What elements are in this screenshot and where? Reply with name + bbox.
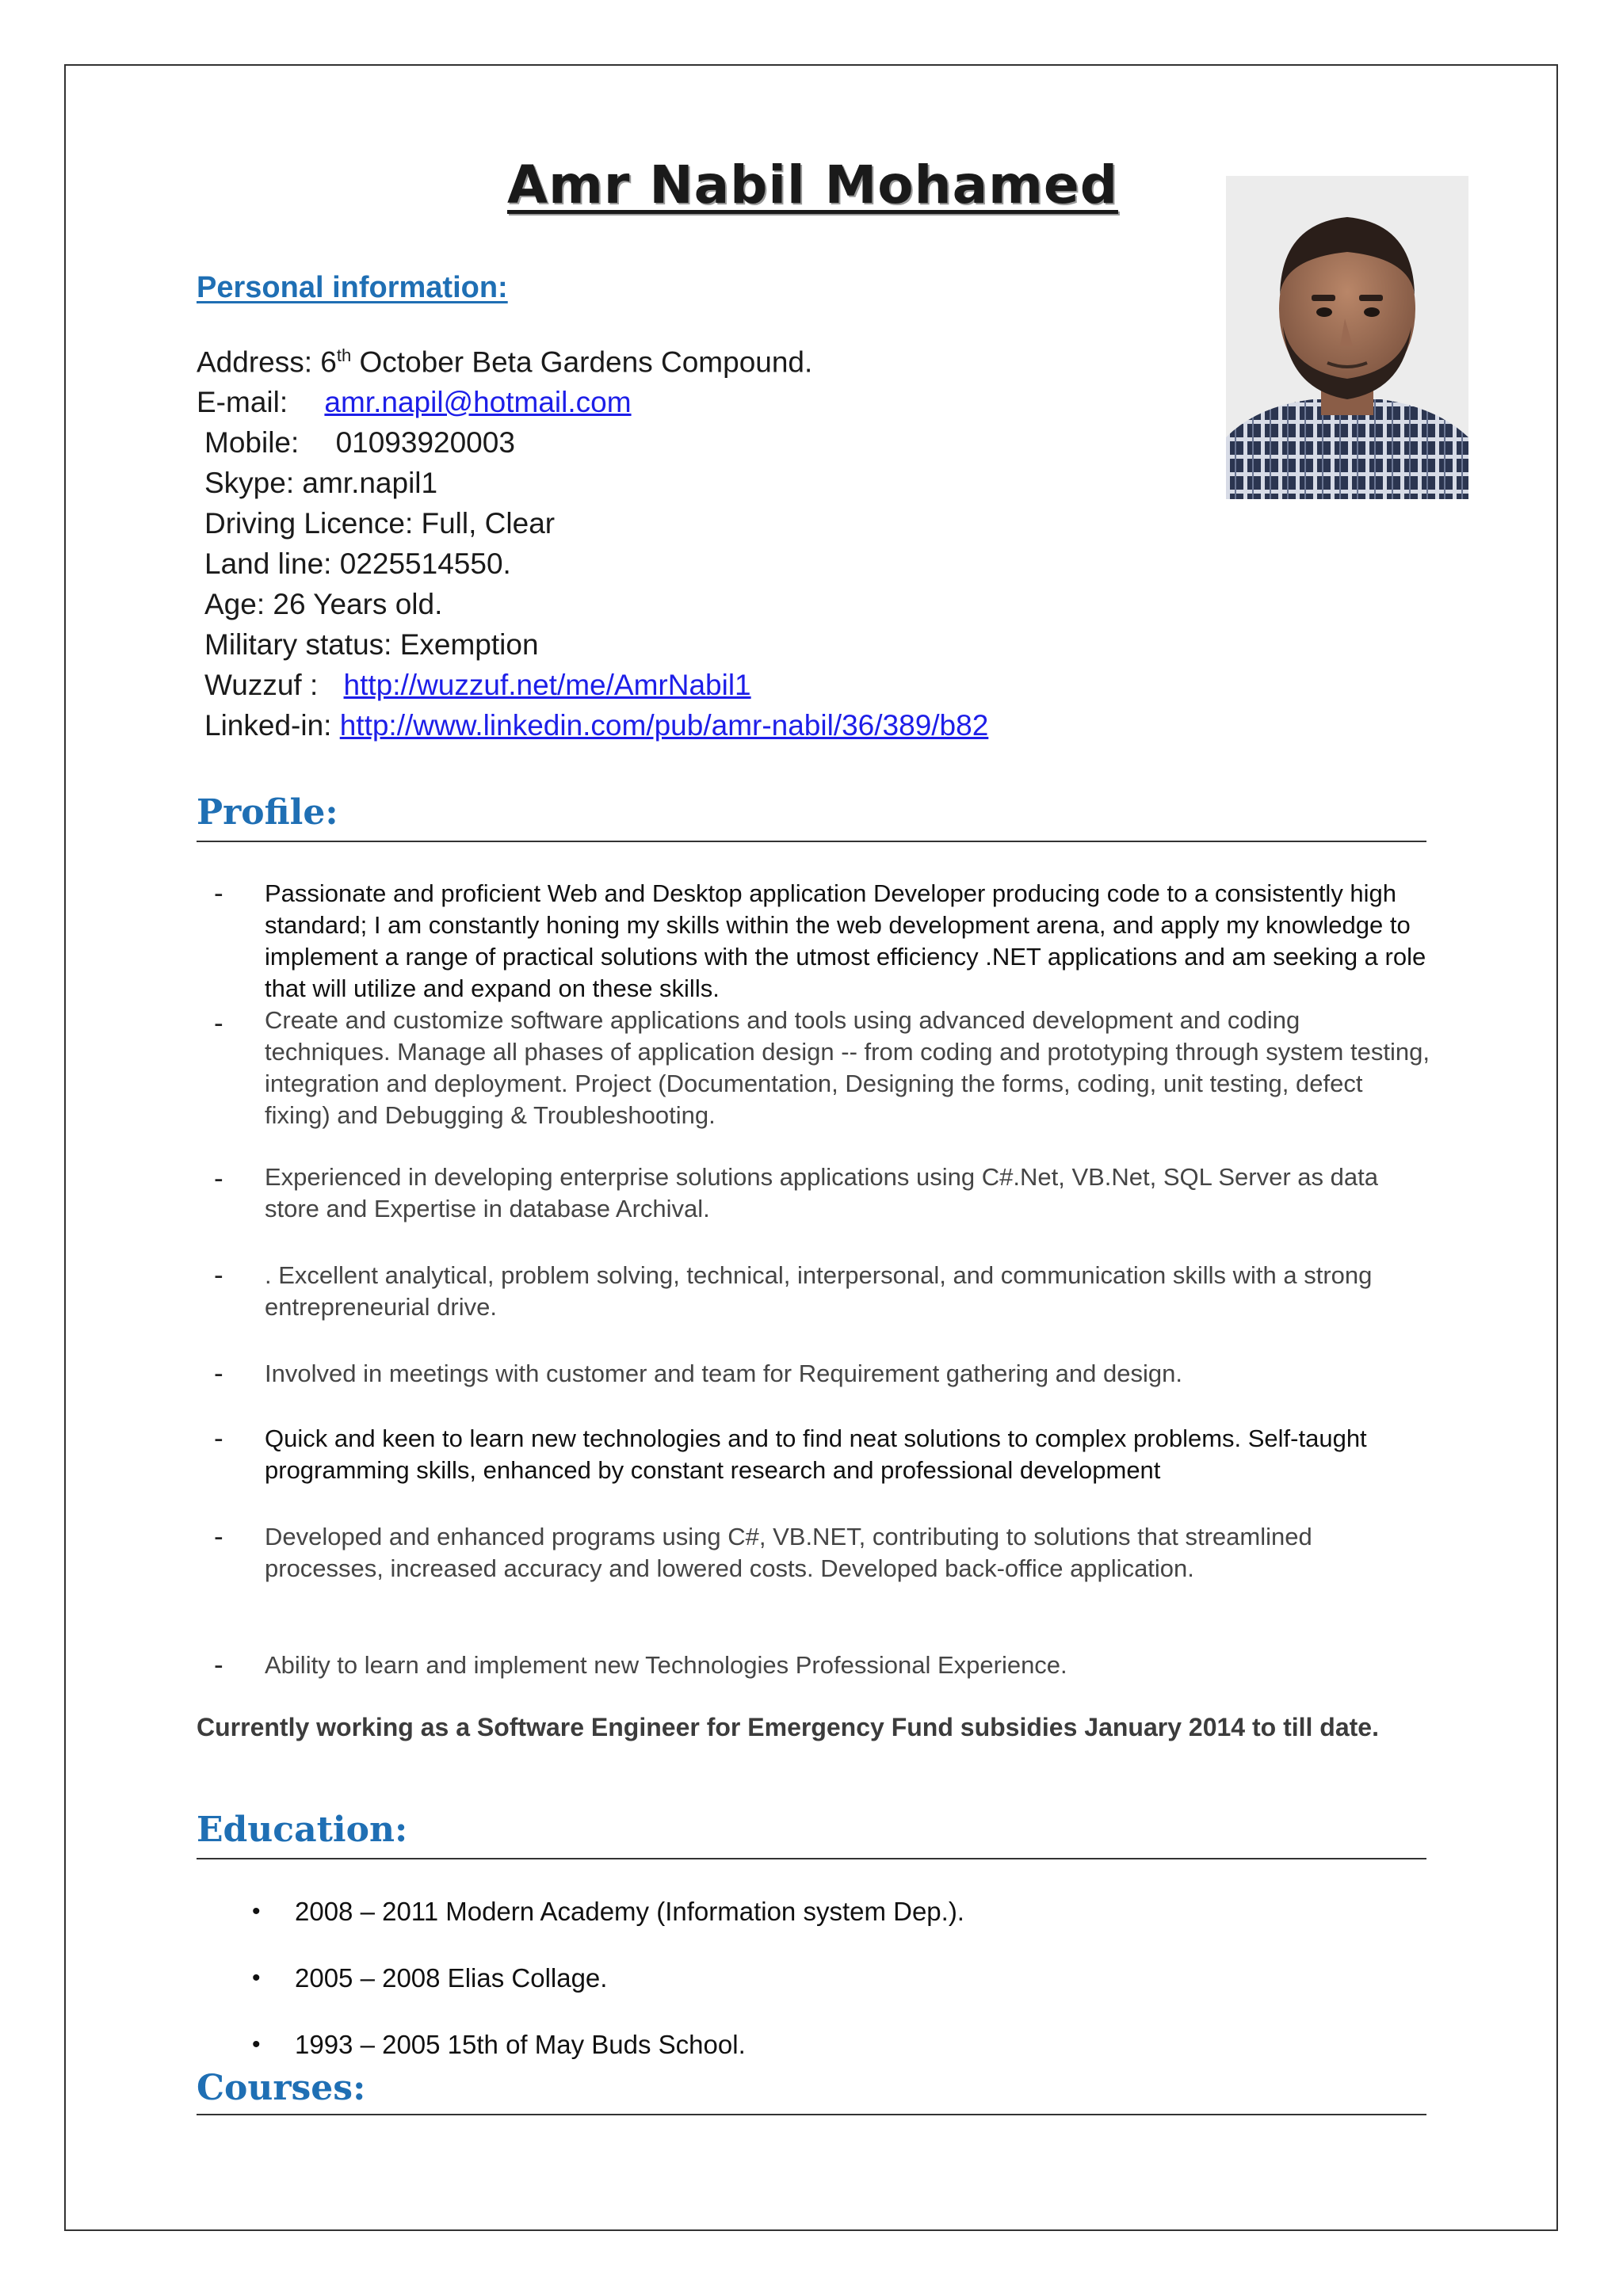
profile-item: Ability to learn and implement new Technologies Professional Experience. [265, 1651, 1067, 1679]
profile-item: Developed and enhanced programs using C#, VB.NET, contributing to solutions that streamlined processes, increased accuracy and lowered costs. Developed back-office application. [265, 1523, 1312, 1582]
list-dash: - [214, 1358, 223, 1389]
military-line: Military status: Exemption [204, 628, 539, 661]
education-divider [197, 1858, 1426, 1859]
education-item: 2008 – 2011 Modern Academy (Information system Dep.). [295, 1897, 964, 1926]
current-position: Currently working as a Software Engineer for Emergency Fund subsidies January 2014 to till date. [197, 1713, 1379, 1741]
list-dash: - [214, 1163, 223, 1194]
address-line [197, 345, 812, 379]
wuzzuf-link[interactable]: http://wuzzuf.net/me/AmrNabil1 [343, 669, 751, 701]
profile-item: . Excellent analytical, problem solving, technical, interpersonal, and communication skills with a strong entrepreneurial drive. [265, 1261, 1373, 1321]
profile-item: Passionate and proficient Web and Desktop application Developer producing code to a consistently high standard; I am constantly honing my skills within the web development arena, and apply my knowledge to implement a range of practical solutions with the utmost efficiency .NET applications and am seeking a role that will utilize and expand on these skills. [265, 879, 1426, 1002]
profile-item: Involved in meetings with customer and team for Requirement gathering and design. [265, 1360, 1182, 1387]
mobile-label: Mobile: [204, 426, 300, 459]
profile-item: Quick and keen to learn new technologies and to find neat solutions to complex problems. Self-taught programming skills, enhanced by constant research and professional development [265, 1425, 1367, 1484]
linkedin-label: Linked-in: [204, 709, 332, 742]
address-value: October Beta Gardens Compound. [351, 345, 813, 379]
list-bullet: • [252, 2031, 261, 2058]
wuzzuf-line [204, 669, 751, 702]
list-dash: - [214, 1650, 223, 1680]
education-heading: Education: [197, 1810, 408, 1850]
profile-heading: Profile: [197, 792, 338, 833]
linkedin-link[interactable]: http://www.linkedin.com/pub/amr-nabil/36/389/b82 [339, 709, 989, 742]
wuzzuf-label: Wuzzuf : [204, 669, 319, 701]
profile-divider [197, 841, 1426, 842]
email-label: E-mail: [197, 386, 288, 418]
list-bullet: • [252, 1898, 261, 1924]
address-superscript: th [336, 345, 352, 365]
profile-photo [1226, 176, 1468, 499]
linkedin-line [204, 709, 988, 742]
profile-item: Experienced in developing enterprise solutions applications using C#.Net, VB.Net, SQL Server as data store and Expertise in database Archival. [265, 1163, 1378, 1222]
personal-info-heading: Personal information: [197, 271, 508, 304]
list-dash: - [214, 1521, 223, 1552]
age-line: Age: 26 Years old. [204, 588, 443, 620]
skype-line: Skype: amr.napil1 [204, 467, 438, 499]
courses-divider [197, 2114, 1426, 2115]
education-item: 2005 – 2008 Elias Collage. [295, 1963, 608, 1993]
list-bullet: • [252, 1965, 261, 1991]
landline-line: Land line: 0225514550. [204, 547, 511, 580]
mobile-value: 01093920003 [335, 426, 515, 459]
email-link[interactable]: amr.napil@hotmail.com [324, 386, 632, 418]
list-dash: - [214, 1260, 223, 1291]
education-item: 1993 – 2005 15th of May Buds School. [295, 2030, 746, 2059]
email-line [197, 386, 632, 419]
list-dash: - [214, 1008, 223, 1039]
list-dash: - [214, 878, 223, 909]
address-label: Address: 6 [197, 345, 337, 379]
courses-heading: Courses: [197, 2068, 366, 2108]
driving-line: Driving Licence: Full, Clear [204, 507, 556, 540]
list-dash: - [214, 1423, 223, 1454]
profile-item: Create and customize software applications and tools using advanced development and coding techniques. Manage all phases of application design -- from coding and prototyping through system testing, integration and deployment. Project (Documentation, Designing the forms, coding, unit testing, defect fixing) and Debugging & Troubleshooting. [265, 1006, 1430, 1129]
mobile-line [204, 426, 515, 460]
candidate-name: Amr Nabil Mohamed [507, 154, 1118, 215]
